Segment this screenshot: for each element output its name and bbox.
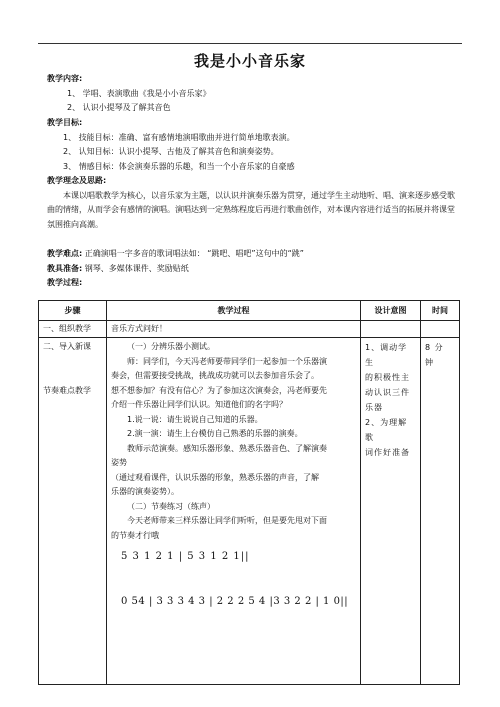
process-line: 姿势	[111, 458, 127, 467]
rhythm-line-1: 5 3 1 2 1 | 5 3 1 2 1||	[121, 551, 250, 562]
process-line: 想不想参加？有没有信心？为了参加这次演奏会，冯老师要先	[111, 385, 327, 395]
process-line: 奏会，但需要接受挑战，挑战成功就可以去参加音乐会了。	[111, 371, 319, 380]
goal-item-1: 1、 技能目标：准确、富有感情地演唱歌曲并进行简单地歌表演。	[63, 132, 295, 142]
content-item-2: 2、 认识小提琴及了解其音色	[67, 103, 171, 112]
row2-process-cell	[107, 338, 361, 685]
difficulty-text: 正确演唱一字多音的歌词唱法如： “跳吧、唱吧”这句中的“跳”	[84, 249, 304, 258]
concept-text: 本课以唱歌教学为核心，以音乐家为主题，以认识并演奏乐器为贯穿，通过学生主动地听、唱、演来逐步感受歌曲的情绪，从而学会有感情的演唱。演唱达到一定熟练程度后再进行歌曲创作，对本课内容进行适当的拓展并将课堂氛围推向高潮。	[47, 190, 455, 229]
process-line: 介绍一件乐器让同学们认识。知道他们的名字吗？	[111, 400, 287, 409]
tools-text: 钢琴、多媒体课件、奖励贴纸	[84, 263, 189, 273]
intent-line: 词作好准备	[365, 448, 410, 457]
row1-step: 一、组织教学	[39, 321, 107, 338]
tools-label: 教具准备:	[47, 263, 83, 273]
process-line: （一）分辨乐器小测试。	[127, 342, 215, 351]
goals-section	[47, 116, 460, 174]
row2-step-rhythm: 节奏难点教学	[43, 385, 91, 395]
lesson-plan-table	[38, 300, 460, 685]
goal-item-2: 2、 认知目标：认识小提琴、古他及了解其音色和演奏姿势。	[63, 147, 279, 156]
process-line: 2.演一演：请生上台模仿自己熟悉的乐器的演奏。	[127, 429, 303, 438]
process-line: 教师示范演奏。感知乐器形象、熟悉乐器音色、了解演奏	[127, 443, 327, 453]
process-line: 师：同学们，今天冯老师要带同学们一起参加一个乐器演	[127, 356, 327, 366]
row2-time-cell	[421, 338, 460, 685]
concept-label: 教学理念及思路:	[47, 176, 107, 185]
row2-step-cell	[39, 338, 107, 685]
intent-line: 2、为理解歌	[365, 418, 408, 442]
table-row	[39, 321, 460, 338]
content-label: 教学内容:	[47, 74, 83, 83]
rhythm-line-2: 0 54 | 3 3 3 4 3 | 2 2 2 5 4 |3 3 2 2 | 1 0||	[121, 596, 349, 607]
row2-intent-cell	[361, 338, 421, 685]
difficulty-label: 教学难点:	[47, 249, 83, 258]
header-step: 步骤	[39, 301, 107, 321]
header-intent: 设计意图	[361, 301, 421, 321]
process-line: 的节奏才行哦	[111, 530, 159, 540]
row2-step: 二、导入新课	[43, 342, 91, 351]
header-process: 教学过程	[107, 301, 361, 321]
process-line: 今天老师带来三样乐器让同学们听听，但是要先甩对下面	[127, 516, 327, 525]
process-line: （通过观看课件，认识乐器的形象，熟悉乐器的声音，了解	[111, 472, 319, 482]
difficulty-section	[47, 247, 460, 291]
table-header-row	[39, 301, 460, 321]
process-line: 1.说一说：请生说说自己知道的乐器。	[127, 414, 263, 424]
header-time: 时间	[421, 301, 460, 321]
row1-time	[421, 321, 460, 338]
time-line: 钟	[425, 358, 434, 367]
time-line: 8 分	[425, 343, 444, 352]
process-line: 乐器的演奏姿势）。	[111, 487, 179, 496]
row1-process: 音乐方式问好！	[107, 321, 361, 338]
table-row	[39, 338, 460, 685]
concept-section	[47, 174, 460, 232]
intent-line: 的积极性主	[365, 373, 410, 382]
content-item-1: 1、 学唱、表演歌曲《我是小小音乐家》	[67, 88, 211, 98]
intent-line: 1、调动学生	[365, 343, 408, 367]
process-label: 教学过程:	[47, 278, 83, 287]
header-rule	[38, 43, 462, 44]
row1-intent	[361, 321, 421, 338]
intent-line: 乐器	[365, 403, 383, 412]
process-line: （二）节奏练习（练声）	[127, 501, 215, 511]
goal-item-3: 3、 情感目标：体会演奏乐器的乐趣，和当一个小音乐家的自豪感	[63, 161, 295, 171]
goals-label: 教学目标:	[47, 118, 83, 127]
content-section	[47, 72, 460, 116]
intent-line: 动认识三件	[365, 388, 410, 397]
page-title: 我是小小音乐家	[193, 52, 306, 70]
